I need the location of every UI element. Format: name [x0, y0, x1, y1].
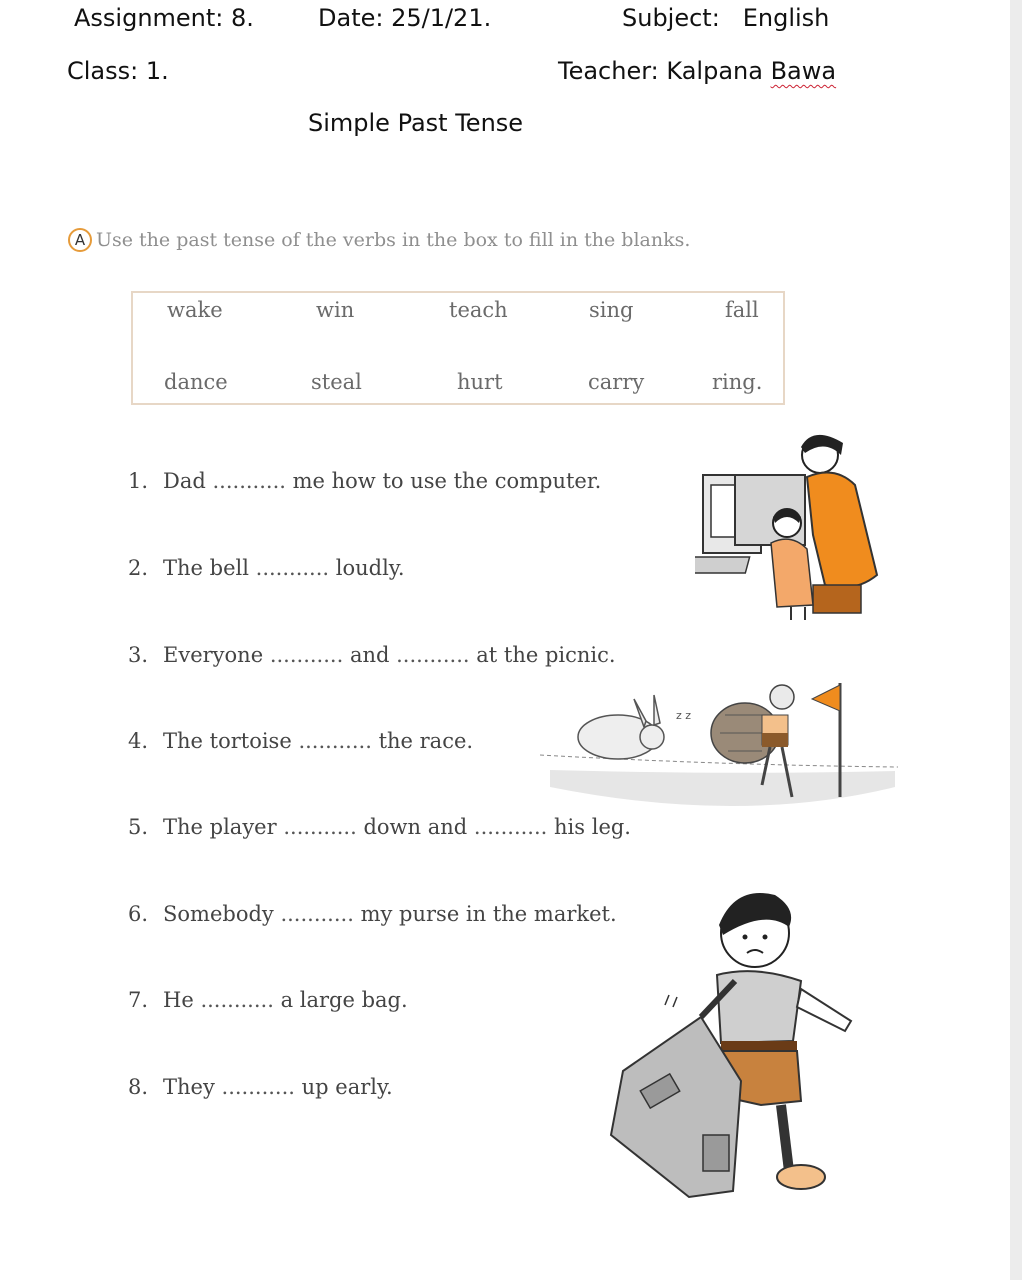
- teacher-label: Teacher: Kalpana: [558, 57, 771, 85]
- verb-word: fall: [725, 298, 759, 322]
- question-number: 4.: [128, 729, 149, 753]
- answer-blank[interactable]: ...........: [298, 729, 372, 753]
- subject-value: English: [742, 4, 830, 32]
- question-text: The player: [163, 815, 277, 839]
- question-text: his leg.: [554, 815, 631, 839]
- verb-word: wake: [167, 298, 223, 322]
- verb-word: hurt: [457, 370, 503, 394]
- answer-blank[interactable]: ...........: [255, 556, 330, 580]
- question-text: at the picnic.: [476, 643, 616, 667]
- question-number: 5.: [128, 815, 149, 839]
- question-2: [128, 556, 405, 580]
- question-1: [128, 469, 601, 493]
- question-text: me how to use the computer.: [292, 469, 602, 493]
- question-number: 8.: [128, 1075, 149, 1099]
- question-text: down and: [363, 815, 468, 839]
- verb-word: ring.: [712, 370, 763, 394]
- question-text: The tortoise: [163, 729, 292, 753]
- assignment-number: Assignment: 8.: [74, 4, 254, 32]
- question-number: 7.: [128, 988, 149, 1012]
- verb-word: carry: [588, 370, 645, 394]
- question-number: 1.: [128, 469, 149, 493]
- question-text: Dad: [163, 469, 206, 493]
- answer-blank[interactable]: ...........: [200, 988, 274, 1012]
- question-text: the race.: [378, 729, 474, 753]
- tortoise-hare-race-illustration: [540, 675, 898, 825]
- question-3: [128, 643, 616, 667]
- question-text: The bell: [163, 556, 249, 580]
- class-label: Class: 1.: [67, 57, 169, 85]
- verb-word: sing: [589, 298, 634, 322]
- answer-blank[interactable]: ...........: [473, 815, 548, 839]
- svg-text:z z: z z: [676, 709, 692, 722]
- question-8: [128, 1075, 393, 1099]
- answer-blank[interactable]: ...........: [269, 643, 344, 667]
- question-text: Everyone: [163, 643, 264, 667]
- exercise-badge: A: [68, 228, 92, 252]
- verb-word: teach: [449, 298, 508, 322]
- question-6: [128, 902, 617, 926]
- question-text: loudly.: [335, 556, 405, 580]
- answer-blank[interactable]: ...........: [221, 1075, 295, 1099]
- boy-with-bag-illustration: [605, 885, 865, 1205]
- teacher: [558, 57, 836, 85]
- question-4: [128, 729, 473, 753]
- topic-title: Simple Past Tense: [308, 109, 524, 137]
- verb-word: steal: [311, 370, 362, 394]
- subject-label: Subject:: [622, 4, 720, 32]
- answer-blank[interactable]: ...........: [283, 815, 357, 839]
- computer-lesson-illustration: [695, 425, 885, 620]
- exercise-instruction: [68, 228, 690, 252]
- teacher-surname: Bawa: [770, 57, 837, 85]
- answer-blank[interactable]: ...........: [280, 902, 354, 926]
- question-text: Somebody: [163, 902, 274, 926]
- question-text: up early.: [301, 1075, 393, 1099]
- assignment-date: Date: 25/1/21.: [318, 4, 492, 32]
- question-number: 6.: [128, 902, 149, 926]
- verb-word: dance: [164, 370, 228, 394]
- answer-blank[interactable]: ...........: [212, 469, 286, 493]
- question-text: and: [349, 643, 390, 667]
- verb-word: win: [316, 298, 355, 322]
- question-number: 2.: [128, 556, 149, 580]
- question-number: 3.: [128, 643, 149, 667]
- answer-blank[interactable]: ...........: [396, 643, 470, 667]
- question-text: He: [163, 988, 194, 1012]
- question-text: They: [163, 1075, 215, 1099]
- subject: [622, 4, 829, 32]
- question-text: my purse in the market.: [360, 902, 617, 926]
- instruction-text: Use the past tense of the verbs in the box to fill in the blanks.: [96, 229, 691, 251]
- question-text: a large bag.: [280, 988, 408, 1012]
- question-7: [128, 988, 408, 1012]
